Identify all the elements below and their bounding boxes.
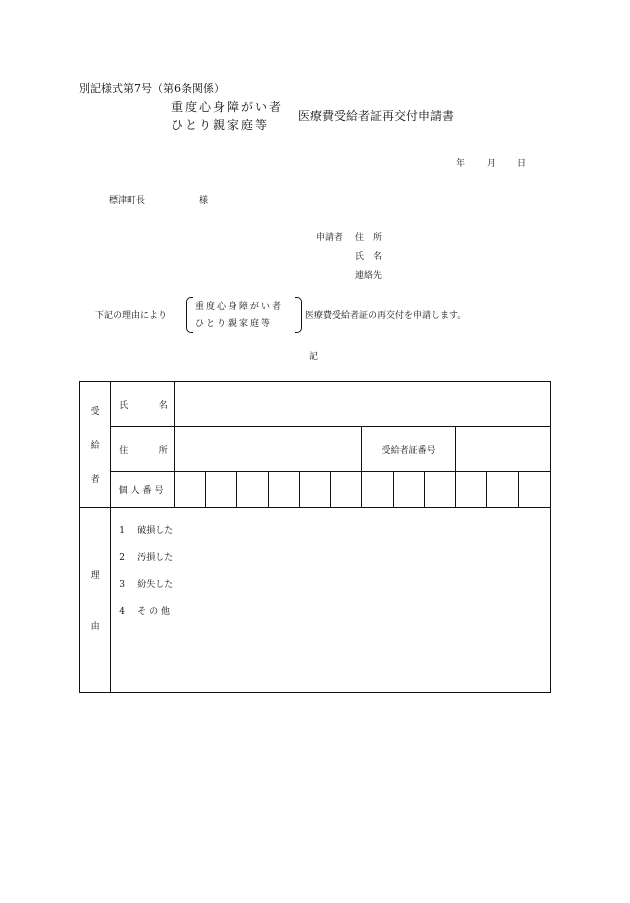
address-label-char: 住 bbox=[119, 445, 129, 456]
my-number-digit[interactable] bbox=[174, 472, 205, 508]
applicant-label: 申請者 bbox=[316, 233, 344, 243]
name-label-cell bbox=[111, 382, 175, 427]
address-label-cell bbox=[111, 427, 175, 472]
applicant-contact-label: 連絡先 bbox=[355, 271, 383, 281]
reason-label-cell bbox=[80, 508, 111, 693]
recipient-name-field[interactable] bbox=[174, 382, 550, 427]
reason-option[interactable]: 3 紛失した bbox=[119, 580, 174, 590]
my-number-digit[interactable] bbox=[393, 472, 424, 508]
my-number-digit[interactable] bbox=[487, 472, 518, 508]
recipient-address-field[interactable] bbox=[174, 427, 362, 472]
my-number-digit[interactable] bbox=[424, 472, 455, 508]
applicant-name-label: 氏 名 bbox=[355, 252, 383, 262]
recipient-label-cell bbox=[80, 382, 111, 508]
left-bracket bbox=[186, 297, 193, 333]
statement-option-2: ひとり親家庭等 bbox=[195, 319, 273, 329]
statement-tail: 医療費受給者証の再交付を申請します。 bbox=[305, 311, 467, 321]
reason-option[interactable]: 2 汚損した bbox=[119, 553, 174, 563]
statement-option-1: 重度心身障がい者 bbox=[195, 302, 284, 312]
my-number-digit[interactable] bbox=[362, 472, 393, 508]
right-bracket bbox=[295, 297, 302, 333]
my-number-digit[interactable] bbox=[331, 472, 362, 508]
reason-label-char: 由 bbox=[90, 622, 100, 632]
recipient-label-char: 受 bbox=[90, 407, 100, 417]
applicant-address-label: 住 所 bbox=[355, 233, 383, 243]
ki-mark: 記 bbox=[309, 352, 319, 362]
title-main: 医療費受給者証再交付申請書 bbox=[298, 109, 455, 123]
my-number-digit[interactable] bbox=[237, 472, 268, 508]
recipient-label-char: 者 bbox=[90, 475, 100, 485]
reason-option[interactable]: 4 そ の 他 bbox=[119, 607, 170, 617]
title-line-1: 重度心身障がい者 bbox=[171, 100, 284, 114]
my-number-digit[interactable] bbox=[206, 472, 237, 508]
date-month: 月 bbox=[487, 159, 497, 169]
my-number-digit[interactable] bbox=[268, 472, 299, 508]
date-day: 日 bbox=[517, 159, 527, 169]
my-number-digit[interactable] bbox=[456, 472, 487, 508]
addressee-honorific: 様 bbox=[199, 196, 209, 206]
reason-options-cell bbox=[111, 508, 551, 693]
my-number-digit[interactable] bbox=[518, 472, 550, 508]
cert-no-field[interactable] bbox=[456, 427, 551, 472]
date-year: 年 bbox=[456, 159, 466, 169]
statement-lead: 下記の理由により bbox=[95, 311, 168, 321]
cert-no-label: 受給者証番号 bbox=[362, 427, 456, 472]
name-label-char: 名 bbox=[158, 400, 168, 411]
my-number-digit[interactable] bbox=[299, 472, 330, 508]
addressee-name: 標津町長 bbox=[109, 196, 146, 206]
title-line-2: ひとり親家庭等 bbox=[171, 118, 270, 132]
recipient-label-char: 給 bbox=[90, 441, 100, 451]
name-label-char: 氏 bbox=[119, 400, 129, 411]
reason-label-char: 理 bbox=[90, 571, 100, 581]
application-table bbox=[79, 381, 551, 693]
my-number-label: 個人番号 bbox=[111, 472, 175, 508]
reason-option[interactable]: 1 破損した bbox=[119, 526, 174, 536]
address-label-char: 所 bbox=[158, 445, 168, 456]
form-reference: 別記様式第7号（第6条関係） bbox=[79, 82, 225, 95]
